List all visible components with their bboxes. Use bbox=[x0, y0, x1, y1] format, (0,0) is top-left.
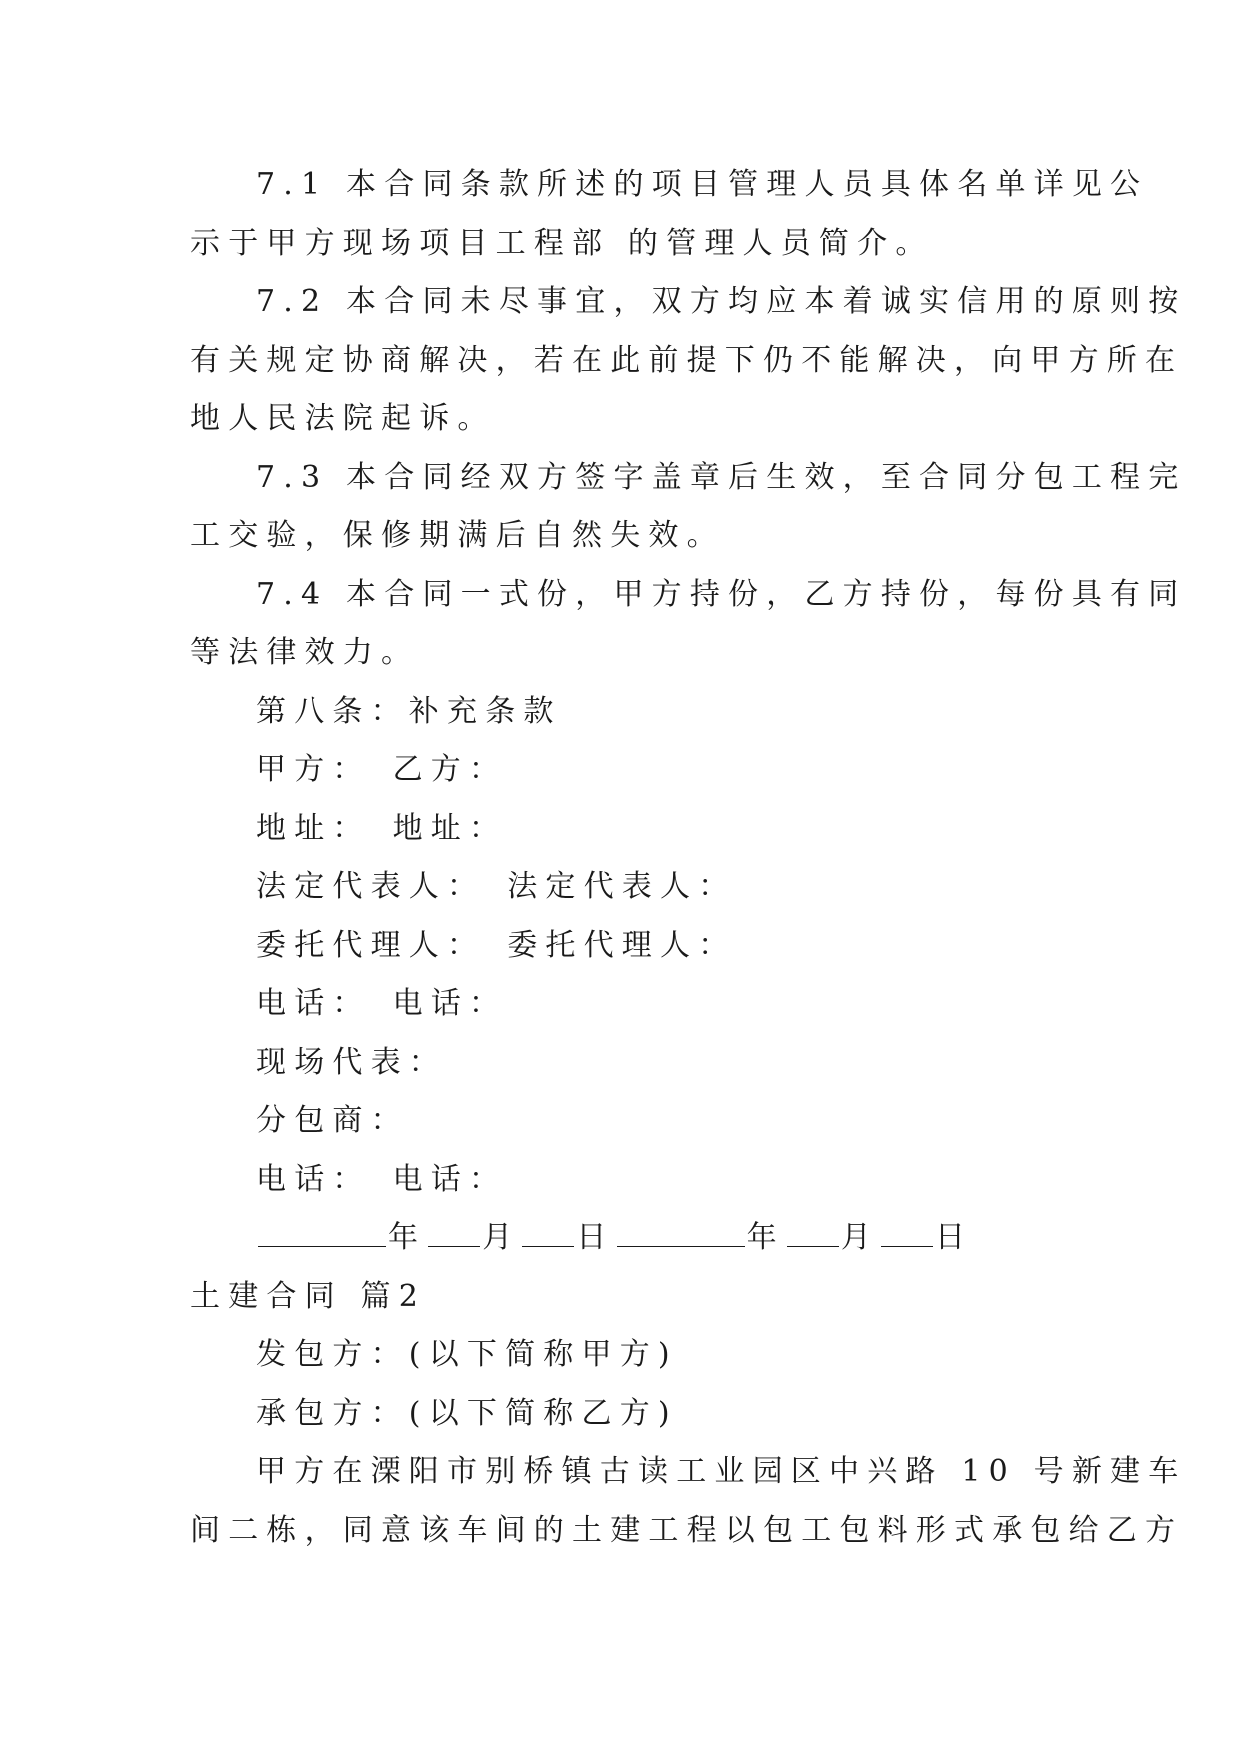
month-blank-b bbox=[787, 1216, 839, 1247]
phone-line-2 bbox=[190, 1151, 1050, 1210]
party-a-label: 甲方： bbox=[256, 752, 371, 787]
site-rep-label: 现场代表： bbox=[256, 1044, 447, 1080]
clause-7-3-line-1: 7.3 本合同经双方签字盖章后生效，至合同分包工程完 bbox=[256, 459, 1187, 495]
agent-b-label: 委托代理人： bbox=[507, 927, 737, 963]
legal-rep-line bbox=[190, 858, 1050, 917]
phone-b-label: 电话： bbox=[392, 986, 508, 1021]
article-8-title: 第八条：补充条款 bbox=[256, 693, 562, 729]
legal-rep-b-label: 法定代表人： bbox=[507, 869, 737, 904]
address-b-label: 地址： bbox=[392, 810, 508, 846]
legal-rep-a-label: 法定代表人： bbox=[256, 869, 486, 904]
day-label-b: 日 bbox=[935, 1220, 974, 1255]
party-line bbox=[190, 741, 1050, 800]
subcontractor-label: 分包商： bbox=[256, 1103, 409, 1138]
party-b-label: 乙方： bbox=[392, 752, 508, 787]
month-label-b: 月 bbox=[840, 1220, 880, 1255]
day-label-a: 日 bbox=[576, 1220, 615, 1255]
contractor-line: 承包方：(以下简称乙方) bbox=[256, 1395, 678, 1431]
address-a-label: 地址： bbox=[256, 810, 371, 846]
section-2-title: 土建合同 篇2 bbox=[190, 1278, 427, 1314]
year-label-a: 年 bbox=[388, 1220, 427, 1255]
clause-7-2-line-1: 7.2 本合同未尽事宜，双方均应本着诚实信用的原则按 bbox=[256, 284, 1187, 319]
clause-7-1-line-1: 7.1 本合同条款所述的项目管理人员具体名单详见公 bbox=[256, 167, 1149, 202]
month-label-a: 月 bbox=[482, 1220, 521, 1255]
address-line bbox=[190, 800, 1050, 859]
phone-a-label: 电话： bbox=[256, 986, 371, 1021]
clause-7-4-line-2: 等法律效力。 bbox=[190, 635, 420, 670]
phone-line-1 bbox=[190, 975, 1050, 1034]
clause-7-4-line-1: 7.4 本合同一式份，甲方持份，乙方持份，每份具有同 bbox=[256, 576, 1187, 612]
phone-d-label: 电话： bbox=[392, 1161, 508, 1197]
document-body bbox=[190, 156, 1187, 1560]
clause-7-3-line-2: 工交验，保修期满后自然失效。 bbox=[190, 518, 725, 553]
day-blank-b bbox=[881, 1216, 933, 1247]
agent-a-label: 委托代理人： bbox=[256, 927, 486, 963]
day-blank-a bbox=[522, 1216, 574, 1247]
year-blank-b bbox=[617, 1216, 745, 1247]
intro-line-1: 甲方在溧阳市别桥镇古读工业园区中兴路 10 号新建车 bbox=[256, 1454, 1187, 1489]
intro-line-2: 间二栋，同意该车间的土建工程以包工包料形式承包给乙方 bbox=[190, 1512, 1184, 1548]
year-label-b: 年 bbox=[746, 1220, 785, 1255]
year-blank-a bbox=[258, 1216, 386, 1247]
agent-line bbox=[190, 917, 1050, 976]
date-line bbox=[190, 1209, 1050, 1268]
clause-7-1-line-2: 示于甲方现场项目工程部 的管理人员简介。 bbox=[190, 225, 934, 261]
employer-line: 发包方：(以下简称甲方) bbox=[256, 1337, 678, 1372]
clause-7-2-line-2: 有关规定协商解决，若在此前提下仍不能解决，向甲方所在 bbox=[190, 342, 1184, 378]
month-blank-a bbox=[428, 1216, 480, 1247]
phone-c-label: 电话： bbox=[256, 1161, 371, 1197]
clause-7-2-line-3: 地人民法院起诉。 bbox=[190, 401, 496, 436]
